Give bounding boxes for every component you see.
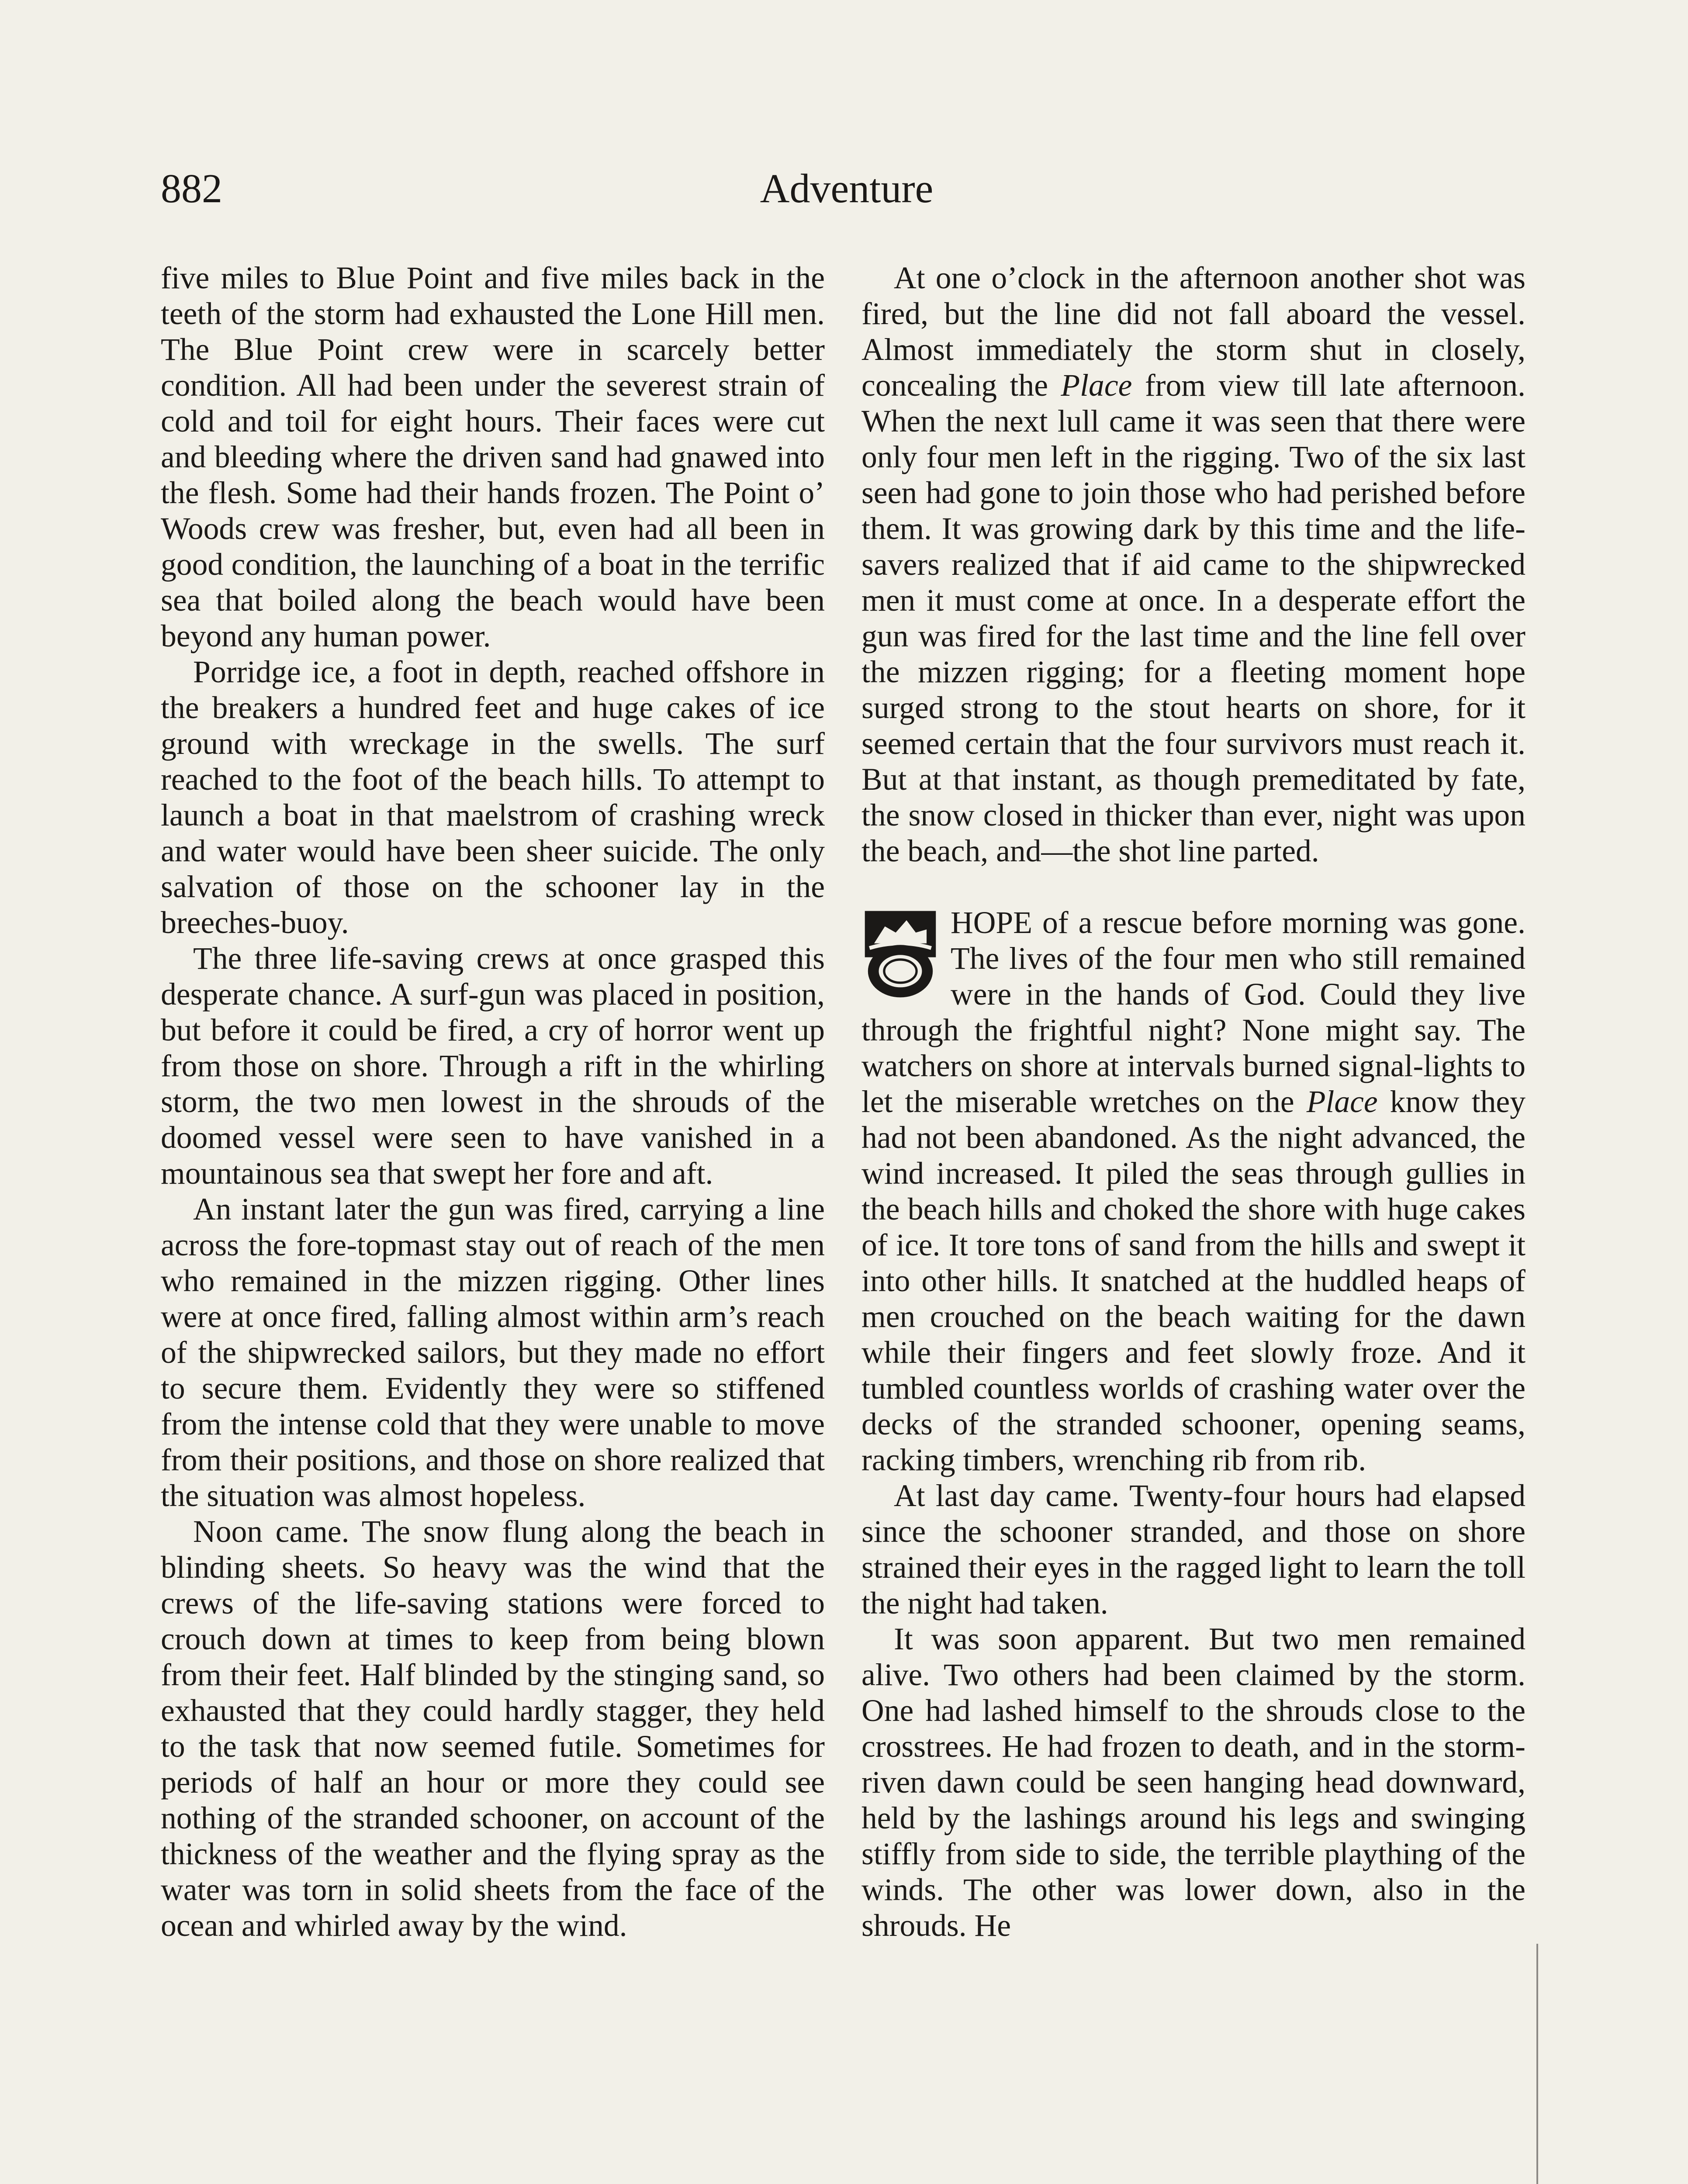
paragraph: The three life-saving crews at once grasped this desperate chance. A surf-gun was placed in position, but before it could be fired, a cry of horror went up from those on shore. Through a rift in the whirling storm, the two men lowest in the shrouds of the doomed vessel were seen to have vanished in a mountainous sea that swept her fore and aft. <box>161 941 825 1191</box>
text-run: of a rescue before morning was gone. The lives of the four men who still remained were in the hands of God. Could they live through the frightful night? None might say. The watchers on shore at intervals burned signal-lights to let the miserable wretches on the <box>861 905 1525 1119</box>
margin-rule <box>1536 1944 1538 2184</box>
paragraph: Noon came. The snow flung along the beach in blinding sheets. So heavy was the wind that the crews of the life-saving stations were forced to crouch down at times to keep from being blown from their feet. Half blinded by the stinging sand, so exhausted that they could hardly stagger, they held to the task that now seemed futile. Sometimes for periods of half an hour or more they could see nothing of the stranded schooner, on account of the thickness of the weather and the flying spray as the water was torn in solid sheets from the face of the ocean and whirled away by the wind. <box>161 1514 825 1943</box>
text-run: At one o’clock in the afternoon another shot was fired, but the line did not fall aboard the vessel. Almost immediately the storm shut in closely, concealing the <box>861 261 1525 403</box>
ship-ring-ornament-icon <box>861 909 939 1008</box>
section-opening-paragraph <box>861 905 1525 1478</box>
lead-word: HOPE <box>951 905 1032 940</box>
paragraph: At last day came. Twenty-four hours had elapsed since the schooner stranded, and those on shore strained their eyes in the ragged light to learn the toll the night had taken. <box>861 1479 1525 1621</box>
right-column <box>861 260 1525 1944</box>
paragraph: An instant later the gun was fired, carrying a line across the fore-topmast stay out of reach of the men who remained in the mizzen rigging. Other lines were at once fired, falling almost within arm’s reach of the shipwrecked sailors, but they made no effort to secure them. Evidently they were so stiffened from the intense cold that they were unable to move from their positions, and those on shore realized that the situation was almost hopeless. <box>161 1192 825 1513</box>
page-header <box>161 165 1532 231</box>
running-title: Adventure <box>760 166 934 211</box>
paragraph: It was soon apparent. But two men remained alive. Two others had been claimed by the storm. One had lashed himself to the shrouds close to the crosstrees. He had frozen to death, and in the storm-riven dawn could be seen hanging head downward, held by the lashings around his legs and swinging stiffly from side to side, the terrible plaything of the winds. The other was lower down, also in the shrouds. He <box>861 1622 1525 1943</box>
text-run: know they had not been abandoned. As the night advanced, the wind increased. It piled the seas through gullies in the beach hills and choked the shore with huge cakes of ice. It tore tons of sand from the hills and swept it into other hills. It snatched at the huddled heaps of men crouched on the beach waiting for the dawn while their fingers and feet slowly froze. And it tumbled countless worlds of crashing water over the decks of the stranded schooner, opening seams, racking timbers, wrenching rib from rib. <box>861 1085 1526 1477</box>
page-number: 882 <box>161 166 222 211</box>
ship-name: Place <box>1061 368 1132 403</box>
left-column <box>161 260 825 1944</box>
text-run: from view till late afternoon. When the next lull came it was seen that there were only four men left in the rigging. Two of the six last seen had gone to join those who had perished before them. It was growing dark by this time and the life-savers realized that if aid came to the shipwrecked men it must come at once. In a desperate effort the gun was fired for the last time and the line fell over the mizzen rigging; for a fleeting moment hope surged strong to the stout hearts on shore, for it seemed certain that the four survivors must reach it. But at that instant, as though premeditated by fate, the snow closed in thicker than ever, night was upon the beach, and—the shot line parted. <box>861 368 1525 868</box>
paragraph <box>861 260 1525 869</box>
ship-name: Place <box>1306 1085 1378 1119</box>
paragraph: five miles to Blue Point and five miles back in the teeth of the storm had exhausted the Lone Hill men. The Blue Point crew were in scarcely better condition. All had been under the severest strain of cold and toil for eight hours. Their faces were cut and bleeding where the driven sand had gnawed into the flesh. Some had their hands frozen. The Point o’ Woods crew was fresher, but, even had all been in good condition, the launching of a boat in the terrific sea that boiled along the beach would have been beyond any human power. <box>161 261 825 653</box>
paragraph: Porridge ice, a foot in depth, reached offshore in the breakers a hundred feet and huge cakes of ice ground with wreckage in the swells. The surf reached to the foot of the beach hills. To attempt to launch a boat in that maelstrom of crashing wreck and water would have been sheer suicide. The only salvation of those on the schooner lay in the breeches-buoy. <box>161 655 825 940</box>
